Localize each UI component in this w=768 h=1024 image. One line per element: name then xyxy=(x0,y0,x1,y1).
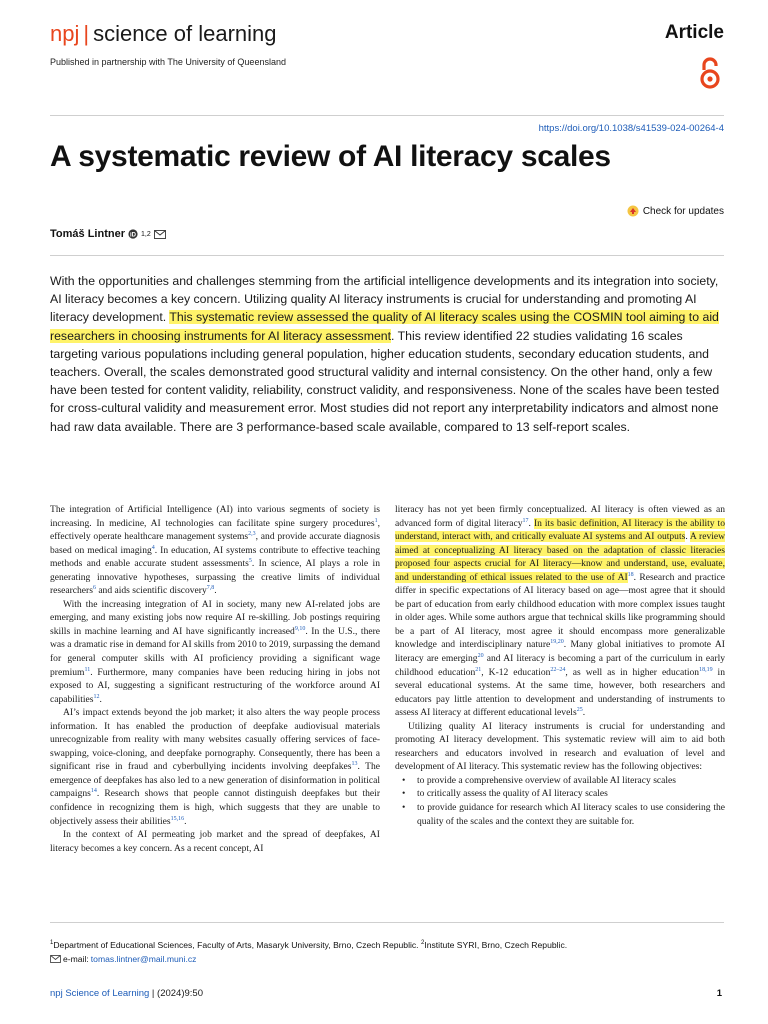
citation-link[interactable]: 9,10 xyxy=(294,625,306,632)
open-access-icon xyxy=(698,56,722,90)
doi-link[interactable]: https://doi.org/10.1038/s41539-024-00264-4 xyxy=(538,123,724,134)
paragraph: In the context of AI permeating job market and the spread of deepfakes, AI literacy becomes a key concern. As a recent concept, AI xyxy=(50,829,380,854)
article-type-label: Article xyxy=(664,22,724,43)
text-highlight: In its basic definition, AI literacy is the ability to understand, interact with, and critically evaluate AI systems and AI outputs xyxy=(395,517,725,543)
citation-link[interactable]: 21 xyxy=(475,666,482,673)
paragraph: AI’s impact extends beyond the job market; it also alters the way people process information. It has enabled the production of deepfake audiovisual materials unrecognizable from reality with many websites casually offering services of face-swapping, voice-cloning, and deepfake pornography. Consequently, there has been a significant rise in fraud and cyberbullying incidents involving deepfakes$^{13}$. The emergence of deepfakes has also led to a new generation of disinformation in political campaigns$^{14}$. Research shows that people cannot distinguish deepfakes but their confidence in recognizing them is high, which suggests that they are unable to objectively assess their abilities$^{15,16}$. xyxy=(50,707,380,827)
citation-link[interactable]: 25 xyxy=(576,707,583,714)
paragraph: With the increasing integration of AI in society, many new AI-related jobs are emerging, and many existing jobs now require AI re-skilling. Job postings requiring skills in machine learning and AI have significantly increased$^{9,10}$. In the U.S., there was a dramatic rise in demand for AI skills from 2010 to 2019, surpassing the demand for general computer skills with AI proficiency providing a significant wage premium$^{11}$. Furthermore, many companies have been reducing hiring in jobs not exposed to AI, suggesting a significant restructuring of the workforce around AI capabilities$^{12}$. xyxy=(50,598,380,705)
author-name[interactable]: Tomáš Lintner xyxy=(50,228,125,240)
footer-journal-link[interactable]: npj Science of Learning xyxy=(50,988,150,999)
footer-citation: npj Science of Learning | (2024)9:50 xyxy=(50,988,203,999)
check-updates-icon xyxy=(627,205,639,217)
email-line: e-mail: tomas.lintner@mail.muni.cz xyxy=(50,952,730,966)
author-affiliation: 1,2 xyxy=(140,230,151,238)
abstract xyxy=(50,272,726,436)
affiliations: $^1$Department of Educational Sciences, Faculty of Arts, Masaryk University, Brno, Czech Republic. $^2$Institute SYRI, Brno, Czech Republic. xyxy=(50,939,568,950)
footnote-divider xyxy=(50,922,724,923)
paragraph: Utilizing quality AI literacy instruments is crucial for understanding and promoting AI literacy development. This systematic review will aim to aid both researchers and educators involved in research and evaluation of level and development of AI literacy. This systematic review has the following objectives: xyxy=(395,720,725,773)
abstract-text: With the opportunities and challenges stemming from the artificial intelligence developments and its integration into society, AI literacy becomes a key concern. Utilizing quality AI literacy instruments is crucial for understanding and promoting AI literacy development. xyxy=(50,274,719,325)
list-item: • to critically assess the quality of AI literacy scales xyxy=(415,787,725,801)
paragraph: The integration of Artificial Intelligence (AI) into various segments of society is increasing. In medicine, AI technologies can facilitate spine surgery procedures$^1$, effectively operate healthcare management systems$^{2,3}$, and provide accurate diagnosis based on medical imaging$^4$. In education, AI systems contribute to effective teaching methods and enable accurate student assessments$^5$. In science, AI plays a role in generating innovative hypotheses, surpassing the creative limits of individual researchers$^6$ and aids scientific discovery$^{7,8}$. xyxy=(50,504,380,597)
list-item: • to provide a comprehensive overview of available AI literacy scales xyxy=(415,774,725,788)
citation-link[interactable]: 19,20 xyxy=(550,639,564,646)
citation-link[interactable]: 20 xyxy=(477,652,484,659)
citation-link[interactable]: 17 xyxy=(522,517,529,524)
citation-link[interactable]: 1 xyxy=(374,517,378,524)
citation-link[interactable]: 4 xyxy=(151,544,155,551)
objectives-list xyxy=(395,774,725,828)
citation-link[interactable]: 18 xyxy=(627,571,634,578)
text-highlight: A review aimed at conceptualizing AI literacy based on the adaptation of classic literacies proposed four aspects crucial for AI literacy—know and understand, use, evaluate, and understanding of ethical issues related to the use of AI xyxy=(395,531,725,583)
envelope-icon[interactable] xyxy=(154,230,166,239)
journal-brand: npj xyxy=(50,21,80,46)
citation-link[interactable]: 2,3 xyxy=(248,530,256,537)
citation-link[interactable]: 6 xyxy=(92,585,96,592)
journal-name xyxy=(50,20,277,48)
body-column-left xyxy=(50,503,380,855)
citation-link[interactable]: 7,8 xyxy=(206,585,215,592)
footnotes xyxy=(50,936,730,966)
citation-link[interactable]: 13 xyxy=(351,761,358,768)
citation-link[interactable]: 5 xyxy=(248,558,252,565)
orcid-icon[interactable] xyxy=(128,229,138,239)
paragraph: literacy has not yet been firmly conceptualized. AI literacy is often viewed as an advanced form of digital literacy$^{17}$. In its basic definition, AI literacy is the ability to understand, interact with, and critically evaluate AI systems and AI outputs. A review aimed at conceptualizing AI literacy based on the adaptation of classic literacies proposed four aspects crucial for AI literacy—know and understand, use, evaluate, and understanding of ethical issues related to the use of AI$^{18}$. Research and practice differ in specific expectations of AI literacy based on age—most agree that it should be part of education from early childhood education with more complex issues taught in older ages. While some authors argue that technical skills like programming should be a part of AI literacy, most agree it should encompass more generalizable knowledge and interdisciplinary nature$^{19,20}$. Many global initiatives to promote AI literacy are emerging$^{20}$ and AI literacy is becoming a part of the curriculum in early childhood education$^{21}$, K-12 education$^{22-24}$, as well as in higher education$^{18,19}$ in several educational systems. At the same time, however, both researchers and educators pay little attention to development and understanding of instruments to assess AI literacy at different educational levels$^{25}$. xyxy=(395,504,725,719)
envelope-icon xyxy=(50,955,61,963)
citation-link[interactable]: 18,19 xyxy=(699,666,713,673)
journal-title: science of learning xyxy=(93,21,277,46)
list-item: • to provide guidance for research which AI literacy scales to use considering the quality of the scales and the context they are suitable for. xyxy=(415,801,725,828)
citation-link[interactable]: 22–24 xyxy=(550,666,566,673)
check-updates-button[interactable] xyxy=(627,205,724,217)
abstract-highlight: This systematic review assessed the quality of AI literacy scales using the COSMIN tool aiming to aid researchers in choosing instruments for AI literacy assessment xyxy=(50,310,719,343)
page-number: 1 xyxy=(716,988,722,999)
abstract-text: . This review identified 22 studies validating 16 scales targeting various populations including general population, higher education students, secondary education students, and teachers. Overall, the scales demonstrated good structural validity and internal consistency. On the other hand, only a few have been tested for content validity, reliability, construct validity, and responsiveness. None of the scales have been tested for cross-cultural validity and measurement error. Most studies did not report any interpretability indicators and almost none had raw data available. There are 3 performance-based scale available, compared to 13 self-report scales. xyxy=(50,328,720,434)
email-link[interactable]: tomas.lintner@mail.muni.cz xyxy=(90,953,197,964)
journal-separator: | xyxy=(83,21,90,46)
citation-link[interactable]: 12 xyxy=(93,693,100,700)
partnership-note: Published in partnership with The University of Queensland xyxy=(50,57,286,67)
citation-link[interactable]: 15,16 xyxy=(170,815,185,822)
footer-issue: (2024)9:50 xyxy=(157,988,203,999)
check-updates-label: Check for updates xyxy=(642,205,724,217)
citation-link[interactable]: 14 xyxy=(90,788,97,795)
page-title: A systematic review of AI literacy scales xyxy=(50,140,611,173)
abstract-top-divider xyxy=(50,255,724,256)
svg-text:iD: iD xyxy=(129,232,136,239)
body-column-right xyxy=(395,503,725,828)
author-line xyxy=(50,228,166,240)
header-divider xyxy=(50,115,724,116)
citation-link[interactable]: 11 xyxy=(84,666,91,673)
